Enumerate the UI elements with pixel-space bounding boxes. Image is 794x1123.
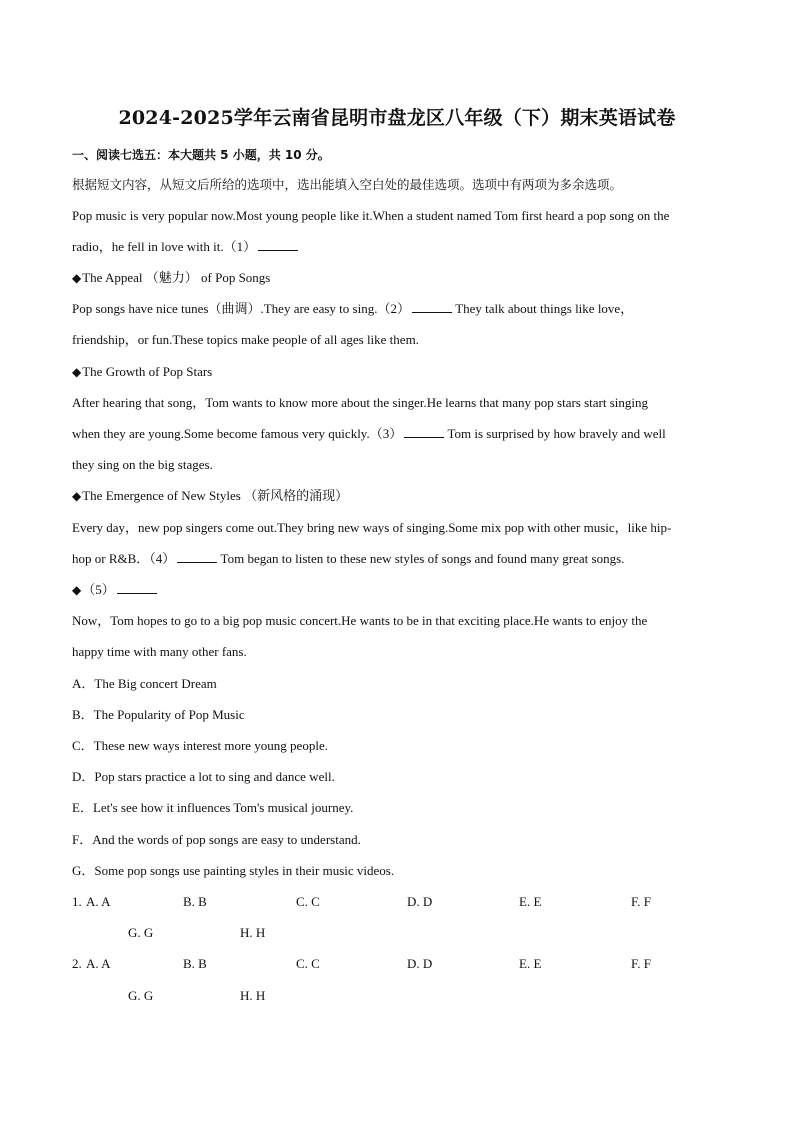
paragraph-1-line-1 <box>72 299 732 319</box>
passage-intro-text: radio，he fell in love with it.（1） <box>72 239 257 254</box>
option-e: E．Let's see how it influences Tom's musical journey. <box>72 800 354 815</box>
paragraph-2-line-3: they sing on the big stages. <box>72 457 213 472</box>
diamond-bullet-icon: ◆ <box>72 271 82 285</box>
question-1-choice-e[interactable]: E. E <box>519 894 542 909</box>
option-f: F．And the words of pop songs are easy to understand. <box>72 832 361 847</box>
subheading-appeal <box>72 268 732 288</box>
subheading-appeal-text: The Appeal （魅力） of Pop Songs <box>82 270 271 285</box>
question-number: 2. <box>72 956 82 971</box>
question-2-choice-h[interactable]: H. H <box>240 988 266 1003</box>
page-title: 2024-2025学年云南省昆明市盘龙区八年级（下）期末英语试卷 <box>118 107 676 129</box>
paragraph-2-text: when they are young.Some become famous very quickly.（3） <box>72 426 403 441</box>
subheading-blank-5-text: （5） <box>82 582 115 597</box>
paragraph-2-tail: Tom is surprised by how bravely and well <box>447 426 666 441</box>
diamond-bullet-icon: ◆ <box>72 489 82 503</box>
answer-blank-5 <box>117 581 157 594</box>
subheading-emergence <box>72 486 732 506</box>
question-2-choice-a[interactable]: A. A <box>86 956 111 971</box>
paragraph-3-line-1: Every day，new pop singers come out.They bring new ways of singing.Some mix pop with other music，like hip- <box>72 520 672 535</box>
question-1-choice-g[interactable]: G. G <box>128 925 154 940</box>
instruction-text: 根据短文内容，从短文后所给的选项中，选出能填入空白处的最佳选项。选项中有两项为多余选项。 <box>72 177 623 192</box>
answer-blank-2 <box>412 300 452 313</box>
paragraph-4-line-1: Now，Tom hopes to go to a big pop music concert.He wants to be in that exciting place.He wants to enjoy the <box>72 613 648 628</box>
question-2-choice-d[interactable]: D. D <box>407 956 433 971</box>
question-1-choice-b[interactable]: B. B <box>183 894 207 909</box>
paragraph-3-text: hop or R&B．（4） <box>72 551 176 566</box>
paragraph-1-text: Pop songs have nice tunes（曲调）.They are easy to sing.（2） <box>72 301 410 316</box>
question-1-row-1 <box>72 892 732 912</box>
question-2-choice-b[interactable]: B. B <box>183 956 207 971</box>
subheading-blank-5 <box>72 580 732 600</box>
option-d: D．Pop stars practice a lot to sing and dance well. <box>72 769 335 784</box>
question-1-row-2 <box>72 923 732 943</box>
diamond-bullet-icon: ◆ <box>72 583 82 597</box>
passage-intro-line-2 <box>72 237 732 257</box>
answer-blank-1 <box>258 238 298 251</box>
question-number: 1. <box>72 894 82 909</box>
paragraph-3-tail: Tom began to listen to these new styles of songs and found many great songs. <box>220 551 625 566</box>
question-2-choice-c[interactable]: C. C <box>296 956 320 971</box>
option-b: B．The Popularity of Pop Music <box>72 707 245 722</box>
paragraph-4-line-2: happy time with many other fans. <box>72 644 247 659</box>
paragraph-2-line-2 <box>72 424 732 444</box>
question-2-choice-g[interactable]: G. G <box>128 988 154 1003</box>
paragraph-2-line-1: After hearing that song，Tom wants to know more about the singer.He learns that many pop stars start singing <box>72 395 649 410</box>
option-a: A．The Big concert Dream <box>72 676 217 691</box>
subheading-growth-text: The Growth of Pop Stars <box>82 364 213 379</box>
answer-blank-3 <box>404 425 444 438</box>
option-g: G．Some pop songs use painting styles in their music videos. <box>72 863 395 878</box>
question-1-choice-f[interactable]: F. F <box>631 894 651 909</box>
question-1-choice-c[interactable]: C. C <box>296 894 320 909</box>
diamond-bullet-icon: ◆ <box>72 365 82 379</box>
question-2-choice-f[interactable]: F. F <box>631 956 651 971</box>
subheading-growth <box>72 362 732 382</box>
section-header: 一、阅读七选五：本大题共 5 小题，共 10 分。 <box>72 148 330 162</box>
paragraph-3-line-2 <box>72 549 732 569</box>
option-c: C．These new ways interest more young people. <box>72 738 328 753</box>
question-1-choice-d[interactable]: D. D <box>407 894 433 909</box>
question-1-choice-h[interactable]: H. H <box>240 925 266 940</box>
question-2-choice-e[interactable]: E. E <box>519 956 542 971</box>
passage-intro-line-1: Pop music is very popular now.Most young people like it.When a student named Tom first heard a pop song on the <box>72 208 670 223</box>
question-2-row-1 <box>72 954 732 974</box>
paragraph-1-tail: They talk about things like love， <box>455 301 634 316</box>
answer-blank-4 <box>177 550 217 563</box>
question-2-row-2 <box>72 986 732 1006</box>
paragraph-1-line-2: friendship，or fun.These topics make people of all ages like them. <box>72 332 419 347</box>
question-1-choice-a[interactable]: A. A <box>86 894 111 909</box>
subheading-emergence-text: The Emergence of New Styles （新风格的涌现） <box>82 488 349 503</box>
